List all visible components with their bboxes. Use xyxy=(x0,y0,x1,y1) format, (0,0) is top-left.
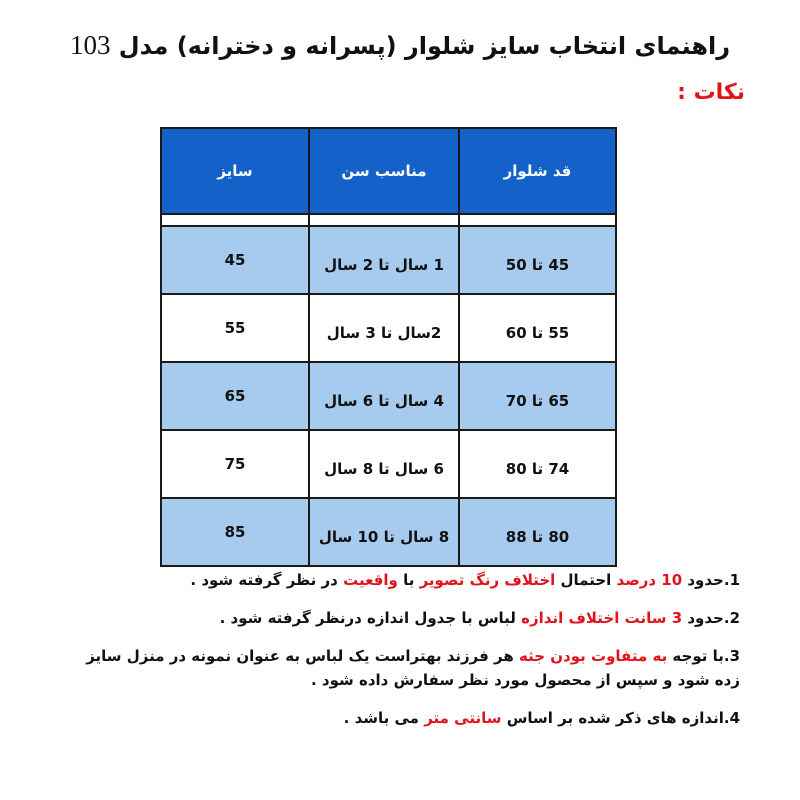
note-highlight: سانتی متر xyxy=(424,709,502,727)
cell-size: 85 xyxy=(161,498,309,566)
notes-heading: نکات : xyxy=(677,80,745,105)
cell-age: 1 سال تا 2 سال xyxy=(309,226,459,294)
cell-size: 45 xyxy=(161,226,309,294)
header-length: قد شلوار xyxy=(459,128,616,214)
note-highlight: به متفاوت بودن جثه xyxy=(519,647,668,665)
note-text: هر فرزند بهتراست یک لباس به عنوان نمونه در منزل سایز زده شود و سپس از محصول مورد نظر سفارش داده شود . xyxy=(86,647,740,689)
cell-length: 80 تا 88 xyxy=(459,498,616,566)
table-row xyxy=(161,226,616,294)
notes-list xyxy=(60,568,740,744)
table-gap-row xyxy=(161,214,616,226)
header-size: سایز xyxy=(161,128,309,214)
cell-age: 2سال تا 3 سال xyxy=(309,294,459,362)
note-text: می باشد . xyxy=(343,709,425,727)
cell-age: 6 سال تا 8 سال xyxy=(309,430,459,498)
size-guide-table xyxy=(160,127,617,567)
note-text: احتمال xyxy=(555,571,617,589)
title-model-number: 103 xyxy=(69,30,111,60)
note-highlight: واقعیت xyxy=(343,571,398,589)
cell-size: 75 xyxy=(161,430,309,498)
table-row xyxy=(161,498,616,566)
header-age: مناسب سن xyxy=(309,128,459,214)
table-row xyxy=(161,294,616,362)
note-text: 2.حدود xyxy=(682,609,740,627)
note-text: 4.اندازه های ذکر شده بر اساس xyxy=(501,709,740,727)
note-highlight: 3 سانت اختلاف اندازه xyxy=(521,609,683,627)
cell-size: 55 xyxy=(161,294,309,362)
table-row xyxy=(161,430,616,498)
note-text: در نظر گرفته شود . xyxy=(190,571,344,589)
page-title xyxy=(0,30,800,61)
cell-size: 65 xyxy=(161,362,309,430)
note-text: 3.با توجه xyxy=(667,647,740,665)
note-highlight: 10 درصد xyxy=(616,571,683,589)
note-text: 1.حدود xyxy=(682,571,740,589)
note-text: لباس با جدول اندازه درنظر گرفته شود . xyxy=(219,609,522,627)
note-item-3 xyxy=(60,644,740,692)
cell-length: 65 تا 70 xyxy=(459,362,616,430)
note-item-2 xyxy=(60,606,740,630)
note-item-1 xyxy=(60,568,740,592)
note-highlight: اختلاف رنگ تصویر xyxy=(419,571,556,589)
cell-length: 74 تا 80 xyxy=(459,430,616,498)
title-text: راهنمای انتخاب سایز شلوار (پسرانه و دخترانه) مدل xyxy=(118,32,731,60)
cell-age: 4 سال تا 6 سال xyxy=(309,362,459,430)
note-text: با xyxy=(397,571,420,589)
note-item-4 xyxy=(60,706,740,730)
cell-length: 55 تا 60 xyxy=(459,294,616,362)
cell-age: 8 سال تا 10 سال xyxy=(309,498,459,566)
table-row xyxy=(161,362,616,430)
cell-length: 45 تا 50 xyxy=(459,226,616,294)
table-header-row xyxy=(161,128,616,214)
